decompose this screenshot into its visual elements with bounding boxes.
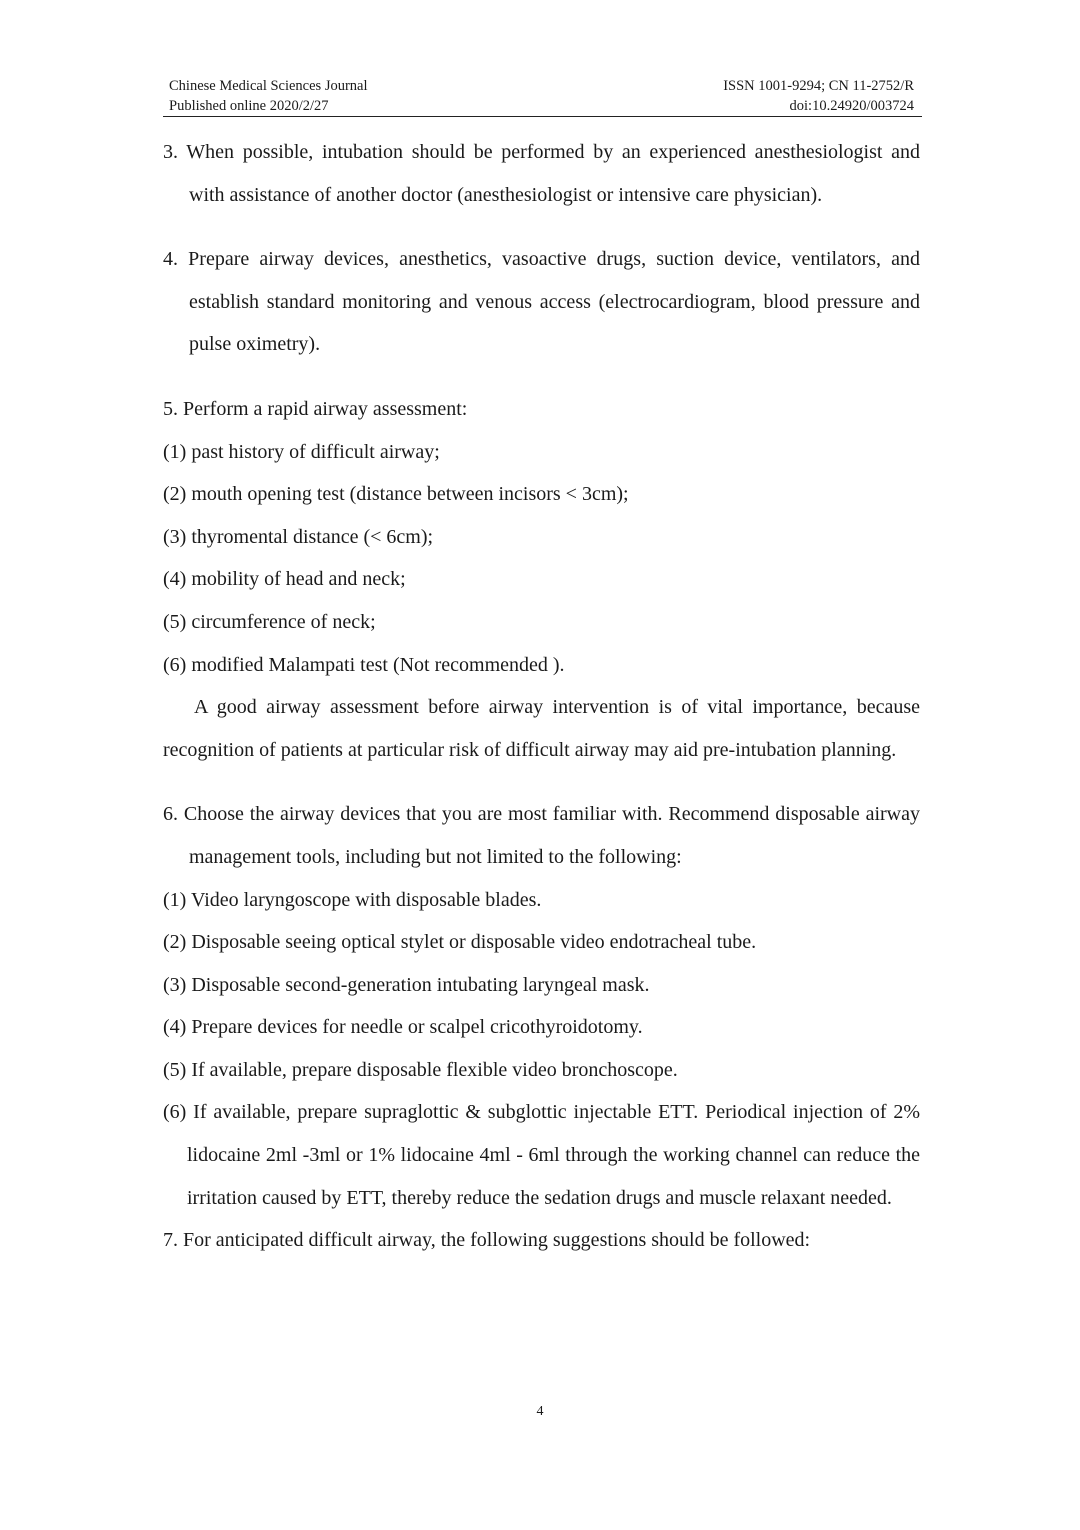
journal-name: Chinese Medical Sciences Journal [169, 78, 368, 94]
device-subitem-1: (1) Video laryngoscope with disposable blades. [163, 888, 542, 911]
assessment-subitem-3: (3) thyromental distance (< 6cm); [163, 525, 434, 548]
issn-number: ISSN 1001-9294; CN 11-2752/R [723, 78, 914, 94]
assessment-subitem-1: (1) past history of difficult airway; [163, 440, 440, 463]
page-number: 4 [536, 1404, 544, 1419]
list-item-6-title: 6. Choose the airway devices that you are most familiar with. Recommend disposable airway management tools, including but not limited to the following: [163, 803, 920, 868]
device-subitem-6: (6) If available, prepare supraglottic & subglottic injectable ETT. Periodical injection of 2% lidocaine 2ml -3ml or 1% lidocaine 4ml - 6ml through the working channel can reduce the irritation caused by ETT, thereby reduce the sedation drugs and muscle relaxant needed. [163, 1101, 920, 1209]
device-subitem-3: (3) Disposable second-generation intubating laryngeal mask. [163, 973, 650, 996]
doi-number: doi:10.24920/003724 [789, 98, 914, 114]
list-item-3: 3. When possible, intubation should be performed by an experienced anesthesiologist and with assistance of another doctor (anesthesiologist or intensive care physician). [163, 141, 920, 206]
running-header [163, 74, 922, 117]
assessment-subitem-6: (6) modified Malampati test (Not recommended ). [163, 653, 565, 676]
assessment-note: A good airway assessment before airway intervention is of vital importance, because recognition of patients at particular risk of difficult airway may aid pre-intubation planning. [163, 696, 920, 761]
header-right [723, 76, 914, 116]
list-item-5-title: 5. Perform a rapid airway assessment: [163, 397, 468, 420]
page-body [163, 131, 920, 1262]
device-subitem-5: (5) If available, prepare disposable flexible video bronchoscope. [163, 1058, 678, 1081]
device-subitem-4: (4) Prepare devices for needle or scalpel cricothyroidotomy. [163, 1016, 643, 1039]
header-left [169, 76, 368, 116]
assessment-subitem-4: (4) mobility of head and neck; [163, 568, 406, 591]
assessment-subitem-5: (5) circumference of neck; [163, 610, 376, 633]
publication-date: Published online 2020/2/27 [169, 98, 329, 114]
assessment-subitem-2: (2) mouth opening test (distance between incisors < 3cm); [163, 483, 629, 506]
device-subitem-2: (2) Disposable seeing optical stylet or disposable video endotracheal tube. [163, 931, 757, 954]
list-item-4: 4. Prepare airway devices, anesthetics, vasoactive drugs, suction device, ventilators, and establish standard monitoring and venous access (electrocardiogram, blood pressure and pulse oximetry). [163, 248, 920, 356]
list-item-7: 7. For anticipated difficult airway, the following suggestions should be followed: [163, 1229, 811, 1252]
